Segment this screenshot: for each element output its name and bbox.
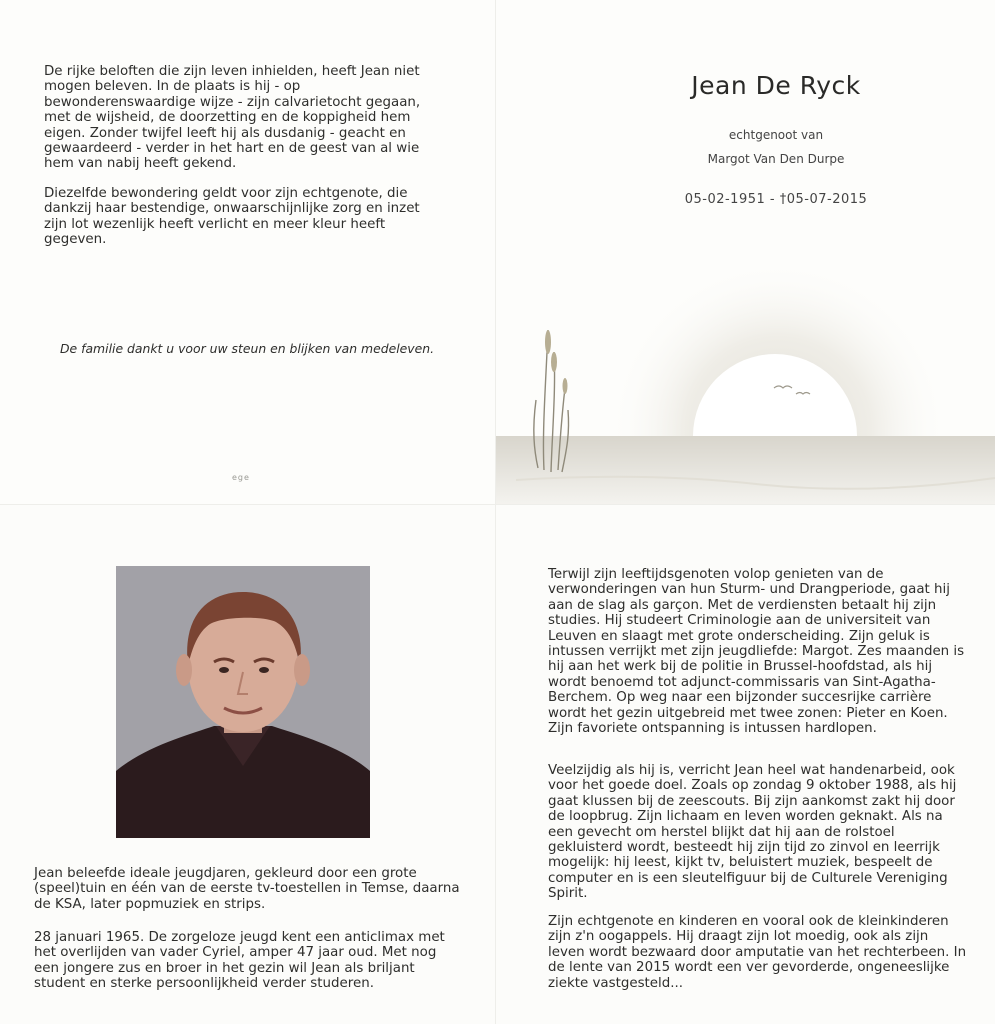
panel-bottom-left	[0, 505, 496, 1024]
panel-top-right	[496, 0, 995, 505]
youth-text: Jean beleefde ideale jeugdjaren, gekleurd door een grote (speel)tuin en één van de eerste tv-toestellen in Temse, daarna de KSA, later popmuziek en strips.	[34, 866, 460, 912]
printer-mark: ege	[232, 473, 250, 482]
sea	[496, 436, 995, 505]
youth-paragraph	[34, 866, 464, 912]
anticlimax-text: 28 januari 1965. De zorgeloze jeugd kent een anticlimax met het overlijden van vader Cyriel, amper 47 jaar oud. Met nog een jongere zus en broer in het gezin wil Jean als briljant student en sterke persoonlijkheid verder studeren.	[34, 930, 445, 992]
family-paragraph	[548, 914, 968, 991]
anticlimax-paragraph	[34, 930, 464, 992]
tribute-text-2: Diezelfde bewondering geldt voor zijn echtgenote, die dankzij haar bestendige, onwaarschijnlijke zorg en inzet zijn lot wezenlijk heeft verlicht en meer kleur heeft gegeven.	[44, 186, 420, 248]
vertical-fold	[495, 0, 496, 1024]
family-thanks: De familie dankt u voor uw steun en blijken van medeleven.	[60, 341, 435, 356]
horizontal-fold	[0, 504, 995, 505]
deceased-name: Jean De Ryck	[691, 71, 861, 100]
panel-bottom-right	[496, 505, 995, 1024]
panel-top-left	[0, 0, 496, 505]
portrait-image	[116, 566, 370, 838]
career-text: Terwijl zijn leeftijdsgenoten volop genieten van de verwonderingen van hun Sturm- und Drangperiode, gaat hij aan de slag als garçon. Met de verdiensten betaalt hij zijn studies. Hij studeert Criminologie aan de universiteit van Leuven en slaagt met grote onderscheiding. Zijn geluk is intussen verrijkt met zijn jeugdliefde: Margot. Zes maanden is hij aan het werk bij de politie in Brussel-hoofdstad, als hij wordt benoemd tot adjunct-commissaris van Sint-Agatha-Berchem. Op weg naar een bijzonder succesrijke carrière wordt het gezin uitgebreid met twee zonen: Pieter en Koen. Zijn favoriete ontspanning is intussen hardlopen.	[548, 567, 965, 737]
spouse-label: echtgenoot van	[728, 128, 824, 142]
portrait-photo	[116, 566, 370, 838]
tribute-paragraph-1	[44, 64, 444, 172]
tribute-paragraph-2	[44, 186, 444, 248]
accident-paragraph	[548, 763, 968, 902]
career-paragraph	[548, 567, 968, 736]
life-dates: 05-02-1951 - †05-07-2015	[684, 192, 868, 207]
accident-text: Veelzijdig als hij is, verricht Jean heel wat handenarbeid, ook voor het goede doel. Zoals op zondag 9 oktober 1988, als hij gaat klussen bij de zeescouts. Bij zijn aankomst zakt hij door de loopbrug. Zijn lichaam en leven worden geknakt. Als na een gevecht om herstel blijkt dat hij aan de rolstoel gekluisterd wordt, besteedt hij zijn tijd zo zinvol en leerrijk mogelijk: hij leest, kijkt tv, beluistert muziek, bespeelt de computer en is een sleutelfiguur bij de Culturele Vereniging Spirit.	[548, 763, 957, 902]
sunset-illustration	[496, 240, 995, 505]
spouse-name: Margot Van Den Durpe	[707, 152, 845, 166]
family-text: Zijn echtgenote en kinderen en vooral ook de kleinkinderen zijn z'n oogappels. Hij draagt zijn lot moedig, ook als zijn leven wordt bezwaard door amputatie van het rechterbeen. In de lente van 2015 wordt een ver gevorderde, ongeneeslijke ziekte vastgesteld...	[548, 914, 967, 991]
tribute-text-1: De rijke beloften die zijn leven inhielden, heeft Jean niet mogen beleven. In de plaats is hij - op bewonderenswaardige wijze - zijn calvarietocht gegaan, met de wijsheid, de doorzetting en de koppigheid hem eigen. Zonder twijfel leeft hij als dusdanig - geacht en gewaardeerd - verder in het hart en de geest van al wie hem van nabij heeft gekend.	[44, 64, 421, 172]
